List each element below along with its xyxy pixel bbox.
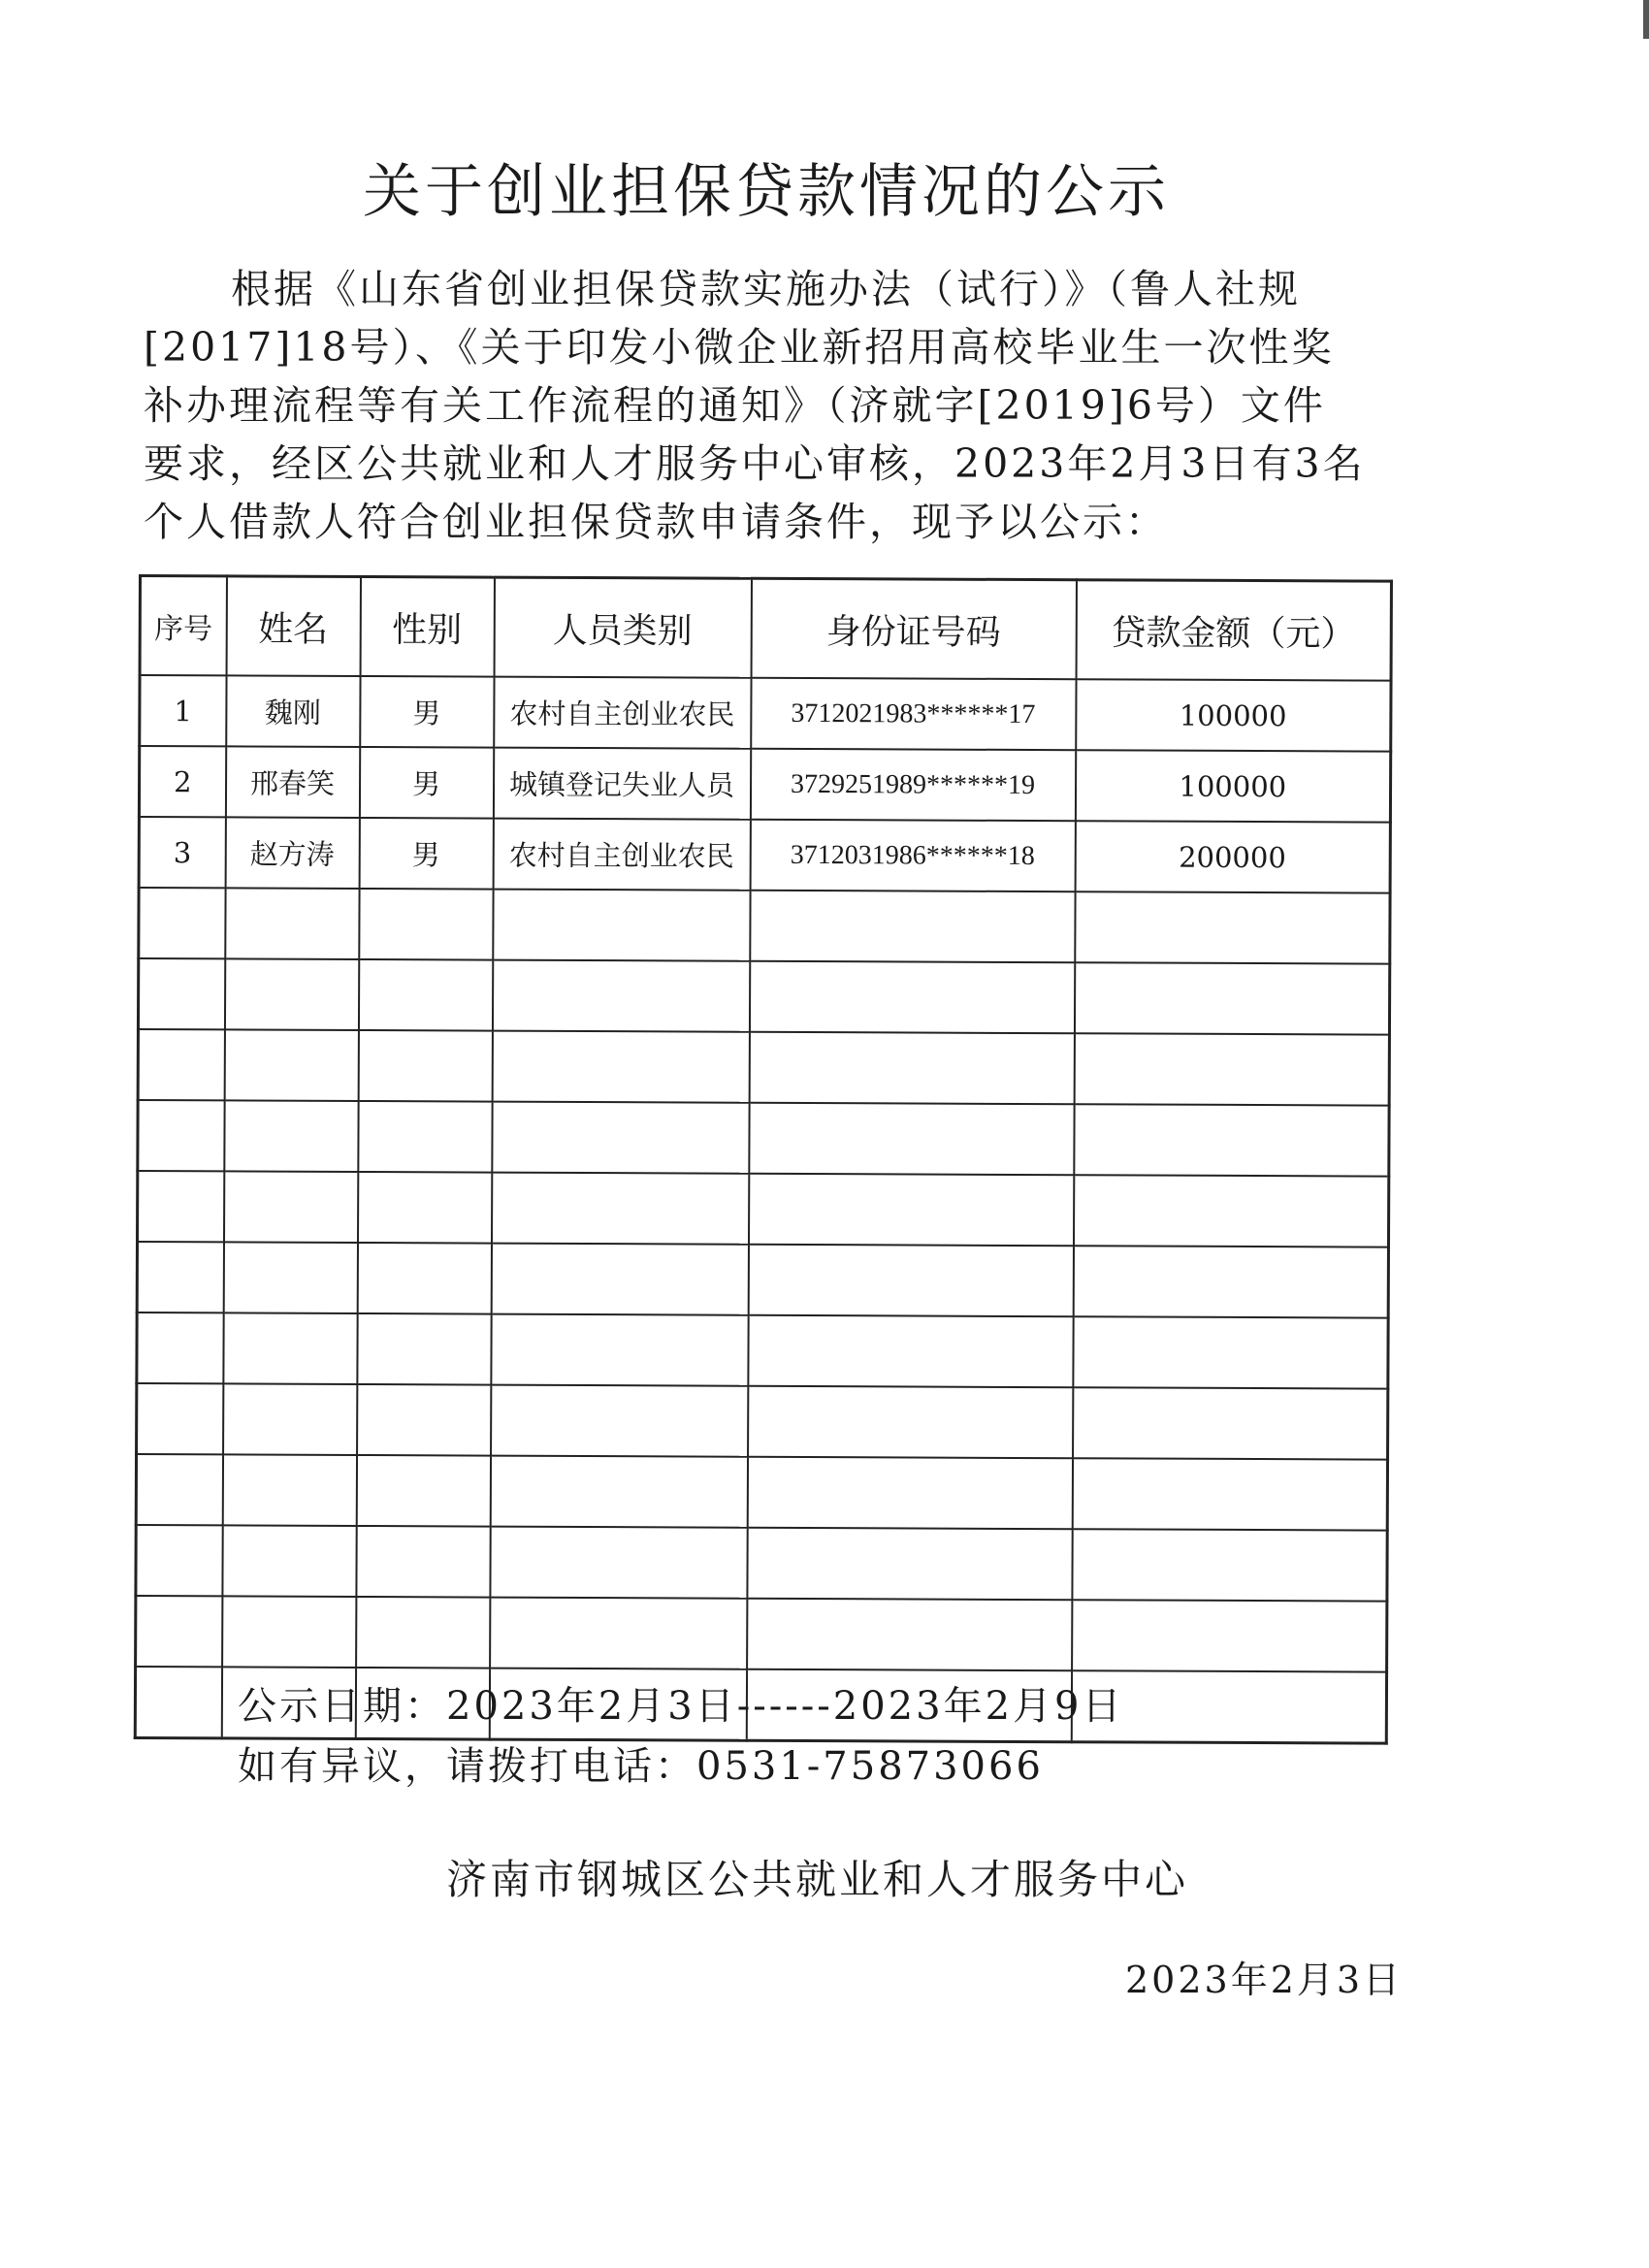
empty-row: [136, 1596, 1387, 1672]
empty-cell: [492, 960, 749, 1032]
empty-row: [138, 1029, 1389, 1106]
empty-cell: [224, 1029, 358, 1101]
body-line: 根据《山东省创业担保贷款实施办法（试行）》（鲁人社规: [231, 266, 1301, 312]
cell-name: 邢春笑: [225, 746, 359, 818]
header-name: 姓名: [226, 576, 360, 676]
empty-cell: [750, 891, 1075, 962]
empty-row: [138, 1100, 1389, 1177]
empty-cell: [490, 1456, 747, 1528]
empty-cell: [490, 1598, 747, 1669]
empty-cell: [748, 1174, 1073, 1246]
empty-cell: [225, 888, 359, 959]
empty-cell: [137, 1242, 223, 1312]
empty-cell: [1072, 1458, 1387, 1530]
empty-row: [137, 1383, 1388, 1460]
empty-row: [136, 1525, 1387, 1602]
empty-cell: [224, 1100, 358, 1172]
table-header-row: [140, 576, 1391, 681]
empty-cell: [356, 1526, 490, 1598]
empty-cell: [747, 1528, 1072, 1600]
issuing-agency: 济南市钢城区公共就业和人才服务中心: [446, 1856, 1189, 1903]
empty-cell: [139, 888, 225, 958]
empty-cell: [136, 1454, 222, 1525]
header-loan-amount: 贷款金额（元）: [1076, 580, 1391, 681]
empty-cell: [223, 1383, 357, 1455]
cell-serial: 1: [140, 675, 226, 746]
contact-phone: 如有异议，请拨打电话：0531-75873066: [238, 1744, 1044, 1789]
borrower-table: [134, 574, 1393, 1745]
cell-loan-amount: 200000: [1075, 821, 1390, 892]
empty-cell: [135, 1667, 221, 1738]
cell-serial: 3: [139, 817, 225, 888]
cell-gender: 男: [359, 818, 493, 890]
empty-cell: [1074, 962, 1389, 1034]
empty-cell: [358, 959, 492, 1031]
cell-id-number: 3729251989******19: [750, 749, 1075, 821]
empty-cell: [491, 1244, 748, 1315]
empty-row: [139, 888, 1390, 964]
empty-cell: [747, 1599, 1072, 1670]
empty-cell: [492, 1031, 749, 1103]
empty-cell: [136, 1596, 222, 1667]
header-category: 人员类别: [494, 577, 751, 678]
empty-cell: [749, 1103, 1074, 1175]
empty-cell: [1072, 1529, 1387, 1601]
empty-cell: [358, 1101, 492, 1173]
empty-cell: [137, 1312, 223, 1383]
table-row: [140, 675, 1391, 752]
body-line: 补办理流程等有关工作流程的通知》（济就字[2019]6号）文件: [144, 382, 1326, 429]
empty-cell: [747, 1457, 1072, 1529]
empty-cell: [137, 1171, 223, 1242]
scan-edge-mark: [1643, 0, 1649, 39]
empty-cell: [138, 958, 224, 1029]
cell-category: 城镇登记失业人员: [493, 748, 750, 820]
document-title: 关于创业担保贷款情况的公示: [363, 158, 1170, 226]
empty-cell: [356, 1455, 490, 1527]
empty-cell: [1073, 1316, 1388, 1388]
empty-cell: [137, 1383, 223, 1454]
empty-cell: [490, 1527, 747, 1599]
empty-cell: [222, 1525, 356, 1597]
notice-body: [144, 260, 1366, 551]
empty-cell: [223, 1171, 357, 1243]
empty-cell: [1073, 1246, 1388, 1317]
cell-loan-amount: 100000: [1075, 750, 1390, 822]
empty-cell: [222, 1596, 356, 1668]
empty-row: [136, 1454, 1387, 1531]
publicity-period: 公示日期：2023年2月3日------2023年2月9日: [238, 1684, 1124, 1729]
empty-cell: [357, 1172, 491, 1244]
empty-cell: [1073, 1387, 1388, 1459]
empty-cell: [748, 1245, 1073, 1316]
empty-cell: [493, 890, 750, 961]
header-serial: 序号: [140, 576, 226, 676]
empty-cell: [1074, 1104, 1389, 1176]
cell-name: 魏刚: [226, 675, 360, 747]
empty-cell: [223, 1242, 357, 1313]
empty-cell: [136, 1525, 222, 1596]
empty-cell: [1074, 1033, 1389, 1105]
empty-cell: [223, 1312, 357, 1384]
empty-cell: [222, 1454, 356, 1526]
cell-gender: 男: [359, 747, 493, 819]
empty-cell: [491, 1314, 748, 1386]
cell-category: 农村自主创业农民: [494, 677, 751, 749]
notice-footer: [238, 1676, 1123, 1797]
empty-cell: [491, 1385, 748, 1457]
empty-cell: [491, 1173, 748, 1245]
cell-name: 赵方涛: [225, 817, 359, 889]
empty-cell: [749, 1032, 1074, 1104]
empty-row: [138, 958, 1389, 1035]
empty-row: [137, 1171, 1388, 1247]
empty-cell: [748, 1386, 1073, 1458]
empty-cell: [356, 1597, 490, 1669]
empty-cell: [1073, 1175, 1388, 1247]
cell-id-number: 3712031986******18: [750, 820, 1075, 891]
body-line: 要求，经区公共就业和人才服务中心审核，2023年2月3日有3名: [144, 440, 1366, 487]
header-id-number: 身份证号码: [751, 578, 1076, 679]
empty-cell: [1072, 1600, 1387, 1671]
empty-cell: [749, 961, 1074, 1033]
empty-cell: [357, 1313, 491, 1385]
empty-cell: [357, 1384, 491, 1456]
empty-row: [137, 1312, 1388, 1389]
empty-cell: [138, 1100, 224, 1171]
empty-cell: [748, 1315, 1073, 1387]
empty-cell: [492, 1102, 749, 1174]
cell-category: 农村自主创业农民: [493, 819, 750, 891]
empty-row: [137, 1242, 1388, 1318]
empty-cell: [357, 1243, 491, 1314]
cell-gender: 男: [360, 676, 494, 748]
cell-loan-amount: 100000: [1076, 679, 1391, 751]
cell-id-number: 3712021983******17: [751, 678, 1076, 750]
header-gender: 性别: [360, 576, 494, 676]
empty-cell: [138, 1029, 224, 1100]
empty-cell: [359, 889, 493, 960]
table-row: [139, 746, 1390, 823]
empty-cell: [224, 958, 358, 1030]
body-line: [2017]18号）、《关于印发小微企业新招用高校毕业生一次性奖: [144, 324, 1335, 371]
empty-cell: [1075, 891, 1390, 963]
body-line: 个人借款人符合创业担保贷款申请条件，现予以公示：: [144, 499, 1168, 545]
cell-serial: 2: [139, 746, 225, 817]
empty-cell: [358, 1030, 492, 1102]
issue-date: 2023年2月3日: [1125, 1959, 1404, 2001]
table-row: [139, 817, 1390, 893]
